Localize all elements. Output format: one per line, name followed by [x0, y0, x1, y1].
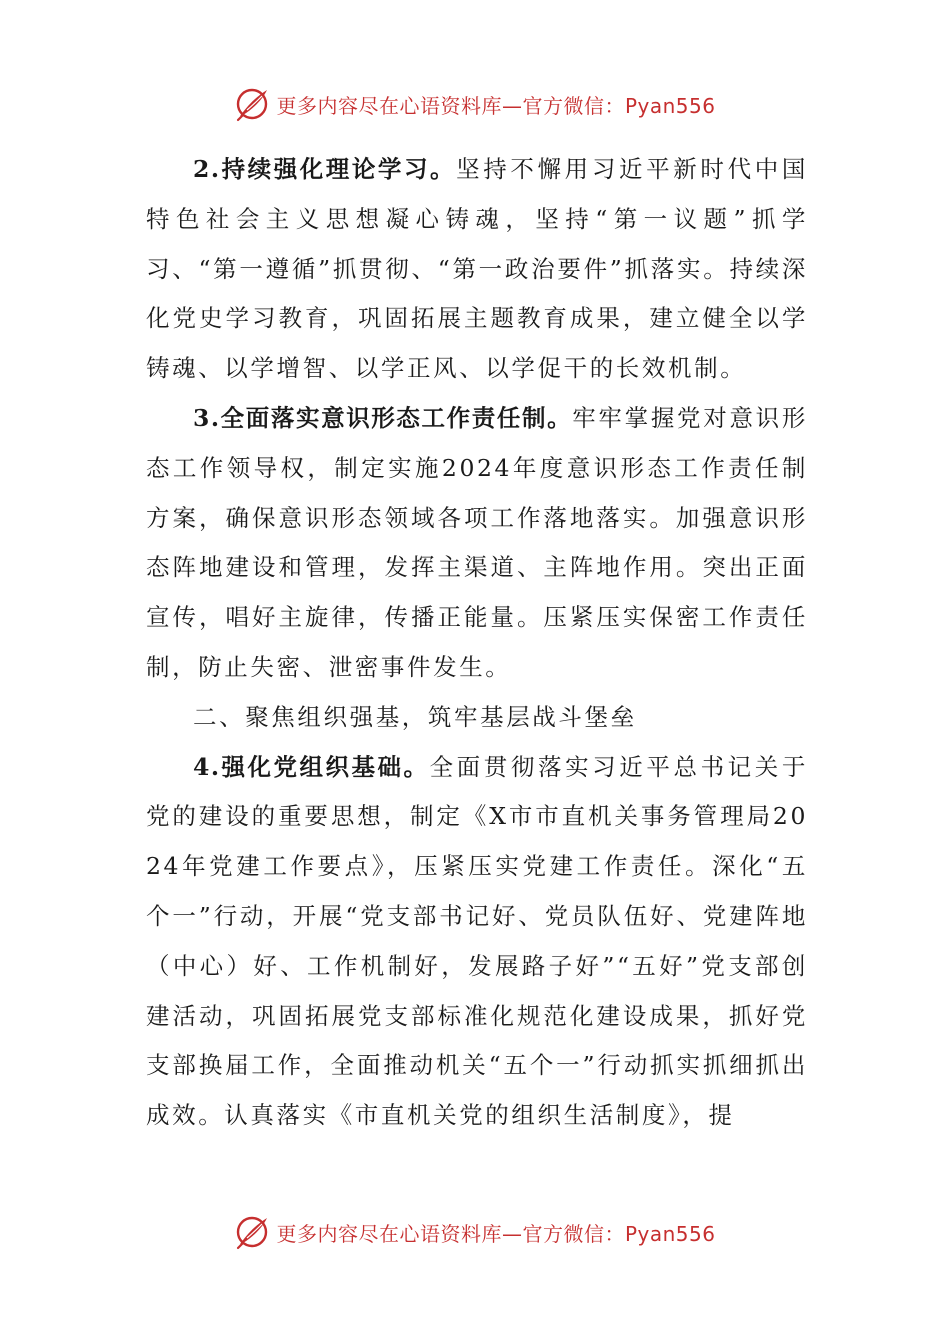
- paragraph-lead: 3.全面落实意识形态工作责任制。: [193, 403, 573, 432]
- paragraph-party-foundation: [146, 743, 808, 1141]
- quill-pen-logo: [234, 86, 270, 122]
- paragraph-lead: 2.持续强化理论学习。: [193, 155, 457, 183]
- paragraph-theory-study: [146, 145, 808, 394]
- paragraph-text: 牢牢掌握党对意识形态工作领导权，制定实施2024年度意识形态工作责任制方案，确保意识形态领域各项工作落地落实。加强意识形态阵地建设和管理，发挥主渠道、主阵地作用。突出正面宣传，唱好主旋律，传播正能量。压紧压实保密工作责任制，防止失密、泄密事件发生。: [146, 403, 808, 681]
- paragraph-text: 坚持不懈用习近平新时代中国特色社会主义思想凝心铸魂，坚持“第一议题”抓学习、“第一遵循”抓贯彻、“第一政治要件”抓落实。持续深化党史学习教育，巩固拓展主题教育成果，建立健全以学铸魂、以学增智、以学正风、以学促干的长效机制。: [146, 155, 808, 383]
- watermark-text: 更多内容尽在心语资料库—官方微信：Pyan556: [276, 1221, 716, 1246]
- paragraph-lead: 4.强化党组织基础。: [193, 752, 430, 781]
- paragraph-ideology-responsibility: [146, 394, 808, 693]
- watermark-text: 更多内容尽在心语资料库—官方微信：Pyan556: [276, 93, 716, 118]
- document-body: [146, 145, 808, 1141]
- quill-pen-logo: [234, 1214, 270, 1250]
- watermark-banner-bottom: [0, 1212, 950, 1252]
- section-heading: 二、聚焦组织强基，筑牢基层战斗堡垒: [193, 702, 637, 731]
- paragraph-text: 全面贯彻落实习近平总书记关于党的建设的重要思想，制定《X市市直机关事务管理局2024年党建工作要点》，压紧压实党建工作责任。深化“五个一”行动，开展“党支部书记好、党员队伍好、党建阵地（中心）好、工作机制好，发展路子好”“五好”党支部创建活动，巩固拓展党支部标准化规范化建设成果，抓好党支部换届工作，全面推动机关“五个一”行动抓实抓细抓出成效。认真落实《市直机关党的组织生活制度》，提: [146, 752, 808, 1130]
- watermark-banner-top: [0, 84, 950, 124]
